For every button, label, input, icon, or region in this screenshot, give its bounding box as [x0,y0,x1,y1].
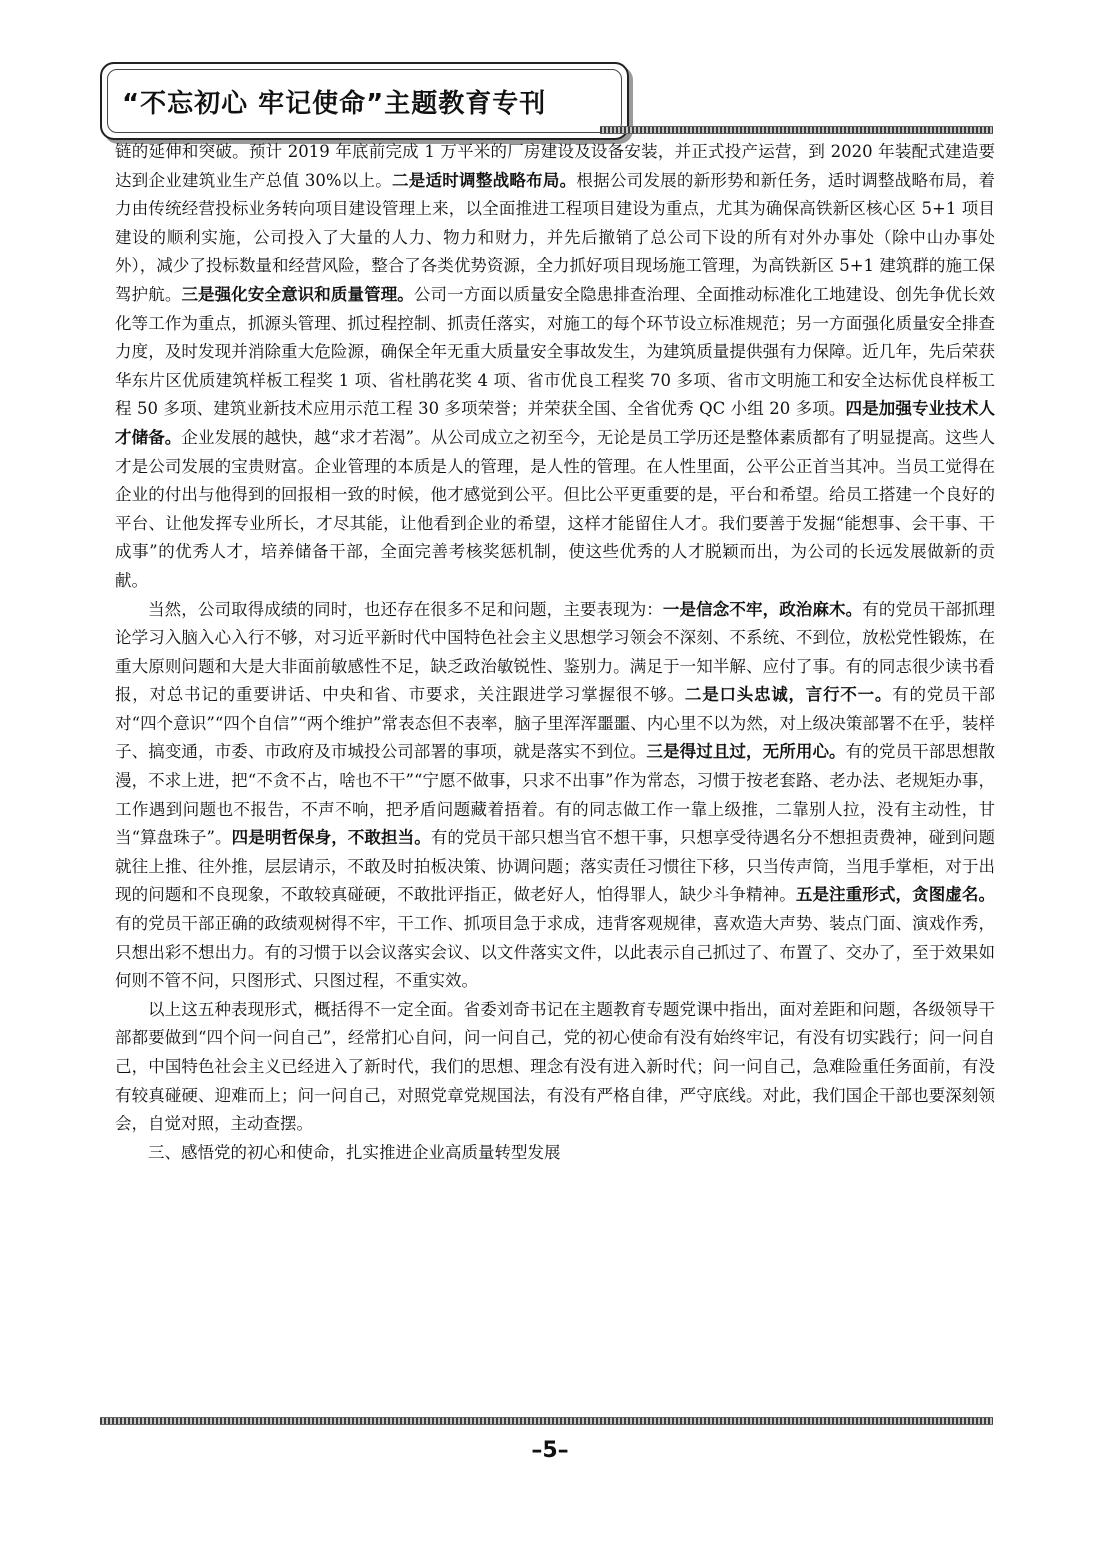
p2-run-bold: 二是口头忠诚，言行不一。 [684,685,893,705]
p2-run: 有的党员干部对“四个意识”“四个自信”“两个维护”常表态但不表率，脑子里浑浑噩噩、内心里不以为然，对上级决策部署不在乎，装样子、搞变通，市委、市政府及市城投公司部署的事项，就是落实不到位。 [115,685,996,762]
p2-run-bold: 五是注重形式，贪图虚名。 [795,885,996,905]
masthead-frame [107,69,622,133]
p1-run-bold: 二是适时调整战略布局。 [392,170,577,190]
p2-run: 当然，公司取得成绩的同时，也还存在很多不足和问题，主要表现为： [148,599,663,619]
p2-run-bold: 四是明哲保身，不敢担当。 [231,828,431,848]
p1-run-bold: 四是加强专业技术人才储备。 [115,399,995,447]
footer-rule [100,1417,993,1425]
header-rule [600,126,993,134]
p1-run-bold: 三是强化安全意识和质量管理。 [181,284,414,304]
p2-run-bold: 一是信念不牢，政治麻木。 [662,599,863,619]
p2-run: 有的党员干部抓理论学习入脑入心入行不够，对习近平新时代中国特色社会主义思想学习领会不深刻、不系统、不到位，放松党性锻炼，在重大原则问题和大是大非面前敏感性不足，缺乏政治敏锐性、鉴别力。满足于一知半解、应付了事。有的同志很少读书看报，对总书记的重要讲话、中央和省、市要求，关注跟进学习掌握很不够。 [115,599,996,705]
p1-run: 企业发展的越快，越“求才若渴”。从公司成立之初至今，无论是员工学历还是整体素质都有了明显提高。这些人才是公司发展的宝贵财富。企业管理的本质是人的管理，是人性的管理。在人性里面，公平公正首当其冲。当员工觉得在企业的付出与他得到的回报相一致的时候，他才感觉到公平。但比公平更重要的是，平台和希望。给员工搭建一个良好的平台、让他发挥专业所长，才尽其能，让他看到企业的希望，这样才能留住人才。我们要善于发掘“能想事、会干事、干成事”的优秀人才，培养储备干部，全面完善考核奖惩机制，使这些优秀的人才脱颖而出，为公司的长远发展做新的贡献。 [115,427,995,590]
paragraph-3: 以上这五种表现形式，概括得不一定全面。省委刘奇书记在主题教育专题党课中指出，面对差距和问题，各级领导干部都要做到“四个问一问自己”，经常扪心自问，问一问自己，党的初心使命有没有始终牢记，有没有切实践行；问一问自己，中国特色社会主义已经进入了新时代，我们的思想、理念有没有进入新时代；问一问自己，急难险重任务面前，有没有较真碰硬、迎难而上；问一问自己，对照党章党规国法，有没有严格自律，严守底线。对此，我们国企干部也要深刻领会，自觉对照，主动查摆。 [115,999,995,1134]
p1-run: 链的延伸和突破。预计 2019 年底前完成 1 万平米的厂房建设及设备安装，并正式投产运营，到 2020 年装配式建造要达到企业建筑业生产总值 30%以上。 [115,142,995,190]
article-body [115,138,995,1167]
p1-run: 公司一方面以质量安全隐患排查治理、全面推动标准化工地建设、创先争优长效化等工作为重点，抓源头管理、抓过程控制、抓责任落实，对施工的每个环节设立标准规范；另一方面强化质量安全排查力度，及时发现并消除重大危险源，确保全年无重大质量安全事故发生，为建筑质量提供强有力保障。近几年，先后荣获华东片区优质建筑样板工程奖 1 项、省杜鹃花奖 4 项、省市优良工程奖 70 多项、省市文明施工和安全达标优良样板工程 50 多项、建筑业新技术应用示范工程 30 多项荣誉；并荣获全国、全省优秀 QC 小组 20 多项。 [115,284,996,419]
page-number: –5– [531,1438,569,1463]
p2-run: 有的党员干部只想当官不想干事，只想享受待遇名分不想担责费神，碰到问题就往上推、往外推，层层请示，不敢及时拍板决策、协调问题；落实责任习惯往下移，只当传声筒，当甩手掌柜，对于出现的问题和不良现象，不敢较真碰硬，不敢批评指正，做老好人，怕得罪人，缺少斗争精神。 [115,828,996,905]
p1-run: 根据公司发展的新形势和新任务，适时调整战略布局，着力由传统经营投标业务转向项目建设管理上来，以全面推进工程项目建设为重点，尤其为确保高铁新区核心区 5+1 项目建设的顺利实施，公司投入了大量的人力、物力和财力，并先后撤销了总公司下设的所有对外办事处（除中山办事处外），减少了投标数量和经营风险，整合了各类优势资源，全力抓好项目现场施工管理，为高铁新区 5+1 建筑群的施工保驾护航。 [115,170,996,304]
masthead-title: “不忘初心 牢记使命”主题教育专刊 [122,88,547,119]
section-heading: 三、感悟党的初心和使命，扎实推进企业高质量转型发展 [148,1142,561,1162]
p2-run: 有的党员干部思想散漫，不求上进，把“不贪不占，啥也不干”“宁愿不做事，只求不出事”作为常态，习惯于按老套路、老办法、老规矩办事，工作遇到问题也不报告，不声不响，把矛盾问题藏着捂着。有的同志做工作一靠上级推，二靠别人拉，没有主动性，甘当“算盘珠子”。 [115,742,996,848]
p2-run-bold: 三是得过且过，无所用心。 [646,742,846,762]
p2-run: 有的党员干部正确的政绩观树得不牢，干工作、抓项目急于求成，违背客观规律，喜欢造大声势、装点门面、演戏作秀，只想出彩不想出力。有的习惯于以会议落实会议、以文件落实文件，以此表示自己抓过了、布置了、交办了，至于效果如何则不管不问，只图形式、只图过程，不重实效。 [115,914,995,991]
paragraph-2 [115,596,995,996]
paragraph-1 [115,138,995,596]
masthead [100,62,629,140]
